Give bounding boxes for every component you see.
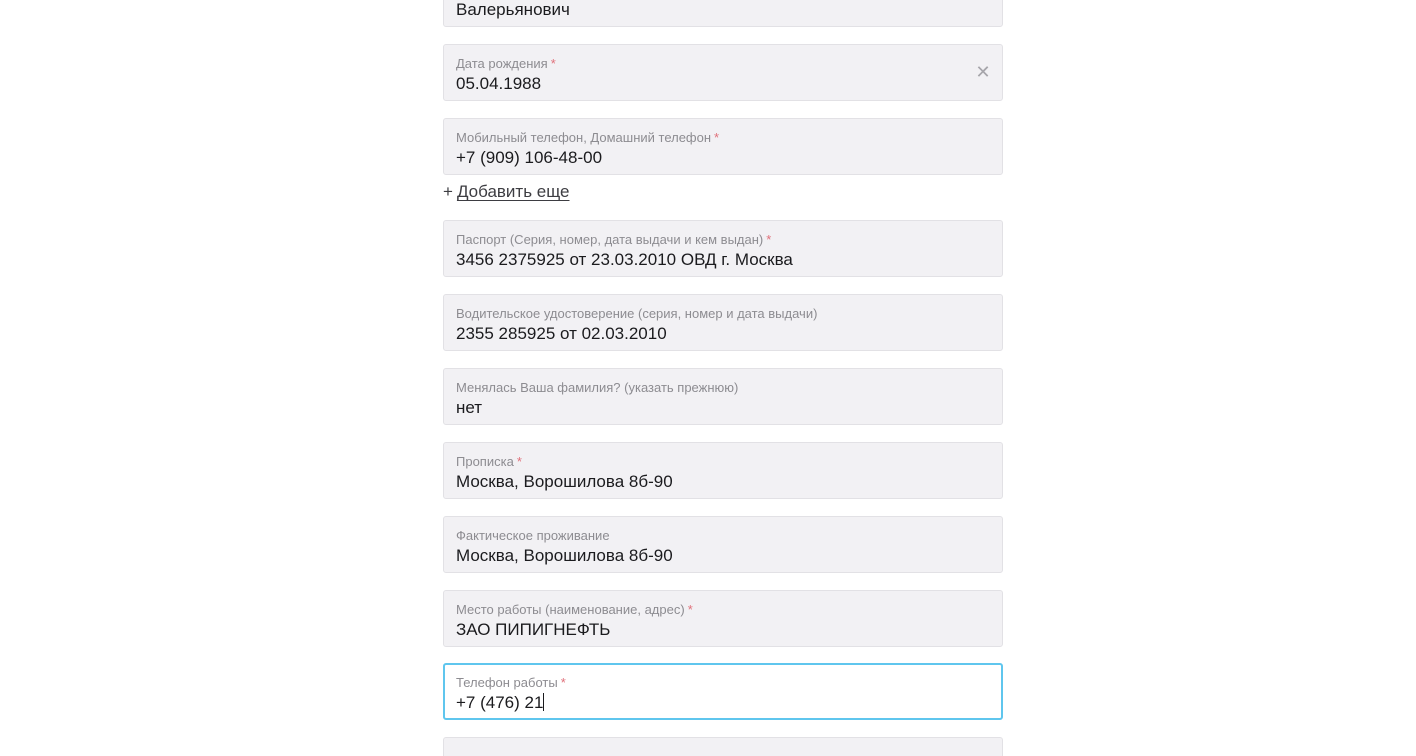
phone-label: Мобильный телефон, Домашний телефон * [456, 130, 720, 145]
actual-residence-field[interactable] [443, 516, 1003, 573]
workplace-value: ЗАО ПИПИГНЕФТЬ [456, 620, 611, 639]
passport-label: Паспорт (Серия, номер, дата выдачи и кем выдан) * [456, 232, 772, 247]
surname-changed-field[interactable] [443, 368, 1003, 425]
passport-value: 3456 2375925 от 23.03.2010 ОВД г. Москва [456, 250, 793, 269]
driver-license-label: Водительское удостоверение (серия, номер и дата выдачи) [456, 306, 818, 321]
passport-field[interactable] [443, 220, 1003, 277]
birth-date-field[interactable] [443, 44, 1003, 101]
next-field[interactable] [443, 737, 1003, 756]
patronymic-value: Валерьянович [456, 0, 570, 19]
phone-field[interactable] [443, 118, 1003, 175]
required-mark: * [714, 130, 720, 145]
work-phone-field[interactable] [443, 663, 1003, 720]
text-caret [543, 693, 544, 711]
driver-license-value: 2355 285925 от 02.03.2010 [456, 324, 667, 343]
birth-date-value: 05.04.1988 [456, 74, 542, 93]
workplace-label: Место работы (наименование, адрес) * [456, 602, 693, 617]
birth-date-label: Дата рождения * [456, 56, 556, 71]
actual-residence-label: Фактическое проживание [456, 528, 610, 543]
add-more-label: Добавить еще [456, 182, 570, 201]
surname-changed-label: Менялась Ваша фамилия? (указать прежнюю) [456, 380, 739, 395]
registration-label: Прописка * [456, 454, 522, 469]
phone-value: +7 (909) 106-48-00 [456, 148, 603, 167]
close-icon[interactable]: ✕ [975, 62, 991, 82]
registration-field[interactable] [443, 442, 1003, 499]
registration-value: Москва, Ворошилова 8б-90 [456, 472, 673, 491]
driver-license-field[interactable] [443, 294, 1003, 351]
workplace-field[interactable] [443, 590, 1003, 647]
patronymic-field[interactable] [443, 0, 1003, 27]
plus-icon: + [443, 182, 453, 201]
work-phone-label: Телефон работы * [456, 675, 566, 690]
work-phone-value: +7 (476) 21 [456, 693, 544, 712]
required-mark: * [550, 56, 556, 71]
add-more-link[interactable] [443, 182, 570, 202]
required-mark: * [687, 602, 693, 617]
actual-residence-value: Москва, Ворошилова 8б-90 [456, 546, 673, 565]
required-mark: * [766, 232, 772, 247]
required-mark: * [560, 675, 566, 690]
surname-changed-value: нет [456, 398, 483, 417]
required-mark: * [516, 454, 522, 469]
